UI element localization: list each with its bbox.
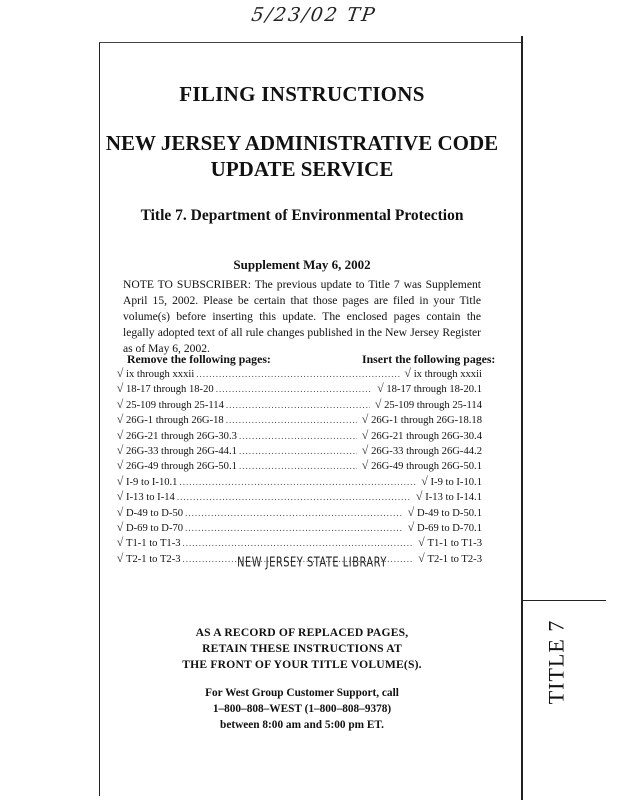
checkmark-icon: √ — [361, 412, 369, 427]
page-row — [114, 366, 482, 381]
page-row — [114, 474, 482, 489]
insert-pages: D-49 to D-50.1 — [416, 507, 482, 519]
checkmark-icon: √ — [407, 519, 415, 534]
checkmark-icon: √ — [418, 535, 425, 550]
page-row — [114, 428, 482, 443]
support-line: For West Group Customer Support, call — [205, 687, 399, 699]
remove-pages: ix through xxxii — [126, 369, 195, 380]
page-row — [114, 489, 482, 504]
leader-dots — [183, 536, 414, 551]
title-tab-label: TITLE 7 — [543, 619, 568, 705]
frame-top-border — [99, 42, 522, 43]
insert-pages: 26G-1 through 26G-18.18 — [371, 415, 482, 427]
record-line: AS A RECORD OF REPLACED PAGES, — [195, 626, 409, 639]
code-heading-line-1: NEW JERSEY ADMINISTRATIVE CODE — [105, 131, 499, 155]
checkmark-icon: √ — [415, 489, 423, 504]
checkmark-icon: √ — [116, 442, 124, 457]
checkmark-icon: √ — [361, 442, 369, 457]
checkmark-icon: √ — [116, 550, 124, 565]
leader-dots — [239, 429, 357, 444]
leader-dots — [226, 413, 357, 428]
leader-dots — [185, 521, 403, 536]
remove-pages: 25-109 through 25-114 — [126, 399, 224, 411]
checkmark-icon: √ — [116, 519, 124, 534]
remove-pages: 26G-33 through 26G-44.1 — [126, 445, 237, 457]
checkmark-icon: √ — [116, 504, 124, 519]
page-row — [114, 520, 482, 535]
tab-divider — [522, 600, 606, 601]
leader-dots — [216, 382, 373, 397]
page-row — [114, 505, 482, 520]
checkmark-icon: √ — [361, 427, 369, 442]
leader-dots — [226, 398, 370, 413]
library-stamp: NEW JERSEY STATE LIBRARY — [237, 554, 387, 571]
record-line: RETAIN THESE INSTRUCTIONS AT — [202, 642, 402, 655]
page-row — [114, 458, 482, 473]
remove-column-header: Remove the following pages: — [127, 352, 271, 366]
insert-pages: ix through xxxii — [413, 369, 482, 380]
checkmark-icon: √ — [116, 473, 124, 488]
leader-dots — [177, 490, 411, 505]
subscriber-note: NOTE TO SUBSCRIBER: The previous update to Title 7 was Supplement April 15, 2002. Please be certain that those pages are filed in your Title volume(s) before inserting this update. The enclosed pages contain the legally adopted text of all rule changes published in the New Jersey Register as of May 6, 2002. — [123, 278, 481, 355]
remove-pages: 26G-49 through 26G-50.1 — [126, 461, 237, 473]
checkmark-icon: √ — [116, 396, 124, 411]
checkmark-icon: √ — [361, 458, 369, 473]
insert-pages: T2-1 to T2-3 — [427, 553, 482, 565]
insert-pages: 25-109 through 25-114 — [384, 399, 482, 411]
insert-pages: 26G-21 through 26G-30.4 — [371, 430, 482, 442]
checkmark-icon: √ — [404, 366, 412, 380]
leader-dots — [239, 444, 357, 459]
checkmark-icon: √ — [116, 458, 124, 473]
record-instructions — [0, 625, 616, 673]
handwritten-date-text: 5/23/02 TP — [250, 4, 378, 26]
insert-pages: I-9 to I-10.1 — [430, 476, 482, 488]
insert-column-header: Insert the following pages: — [362, 352, 496, 366]
handwritten-date — [0, 4, 628, 26]
page-row — [114, 397, 482, 412]
checkmark-icon: √ — [374, 396, 382, 411]
support-line: between 8:00 am and 5:00 pm ET. — [220, 719, 384, 731]
remove-pages: D-49 to D-50 — [126, 507, 184, 519]
code-heading — [0, 130, 616, 182]
support-line: 1–800–808–WEST (1–800–808–9378) — [212, 703, 392, 715]
page-row — [114, 381, 482, 396]
insert-pages: 26G-33 through 26G-44.2 — [371, 445, 482, 457]
checkmark-icon: √ — [116, 535, 124, 550]
checkmark-icon: √ — [116, 427, 124, 442]
remove-pages: 18-17 through 18-20 — [126, 384, 214, 396]
title-heading: Title 7. Department of Environmental Protection — [140, 207, 464, 224]
checkmark-icon: √ — [116, 381, 124, 396]
leader-dots — [179, 475, 416, 490]
insert-pages: I-13 to I-14.1 — [425, 492, 482, 504]
leader-dots — [239, 459, 357, 474]
checkmark-icon: √ — [407, 504, 415, 519]
code-heading-line-2: UPDATE SERVICE — [210, 157, 394, 181]
remove-pages: I-9 to I-10.1 — [126, 476, 178, 488]
record-line: THE FRONT OF YOUR TITLE VOLUME(S). — [182, 658, 422, 671]
insert-pages: 26G-49 through 26G-50.1 — [371, 461, 482, 473]
remove-pages: 26G-21 through 26G-30.3 — [126, 430, 237, 442]
page-title: FILING INSTRUCTIONS — [179, 82, 425, 106]
checkmark-icon: √ — [418, 550, 425, 565]
remove-pages: 26G-1 through 26G-18 — [126, 415, 224, 427]
checkmark-icon: √ — [377, 381, 384, 396]
checkmark-icon: √ — [421, 473, 428, 488]
page-row — [114, 535, 482, 550]
remove-pages: T1-1 to T1-3 — [126, 538, 181, 550]
page-row — [114, 443, 482, 458]
leader-dots — [196, 367, 399, 382]
insert-pages: 18-17 through 18-20.1 — [386, 384, 482, 396]
remove-pages: T2-1 to T2-3 — [126, 553, 181, 565]
page-row — [114, 412, 482, 427]
insert-pages: D-69 to D-70.1 — [416, 522, 482, 534]
remove-pages: D-69 to D-70 — [126, 522, 184, 534]
remove-pages: I-13 to I-14 — [126, 492, 175, 504]
supplement-date: Supplement May 6, 2002 — [233, 257, 371, 272]
checkmark-icon: √ — [116, 366, 124, 380]
insert-pages: T1-1 to T1-3 — [427, 538, 482, 550]
checkmark-icon: √ — [116, 412, 124, 427]
leader-dots — [185, 506, 403, 521]
page-list — [114, 366, 482, 566]
customer-support — [0, 685, 616, 733]
checkmark-icon: √ — [116, 489, 124, 504]
